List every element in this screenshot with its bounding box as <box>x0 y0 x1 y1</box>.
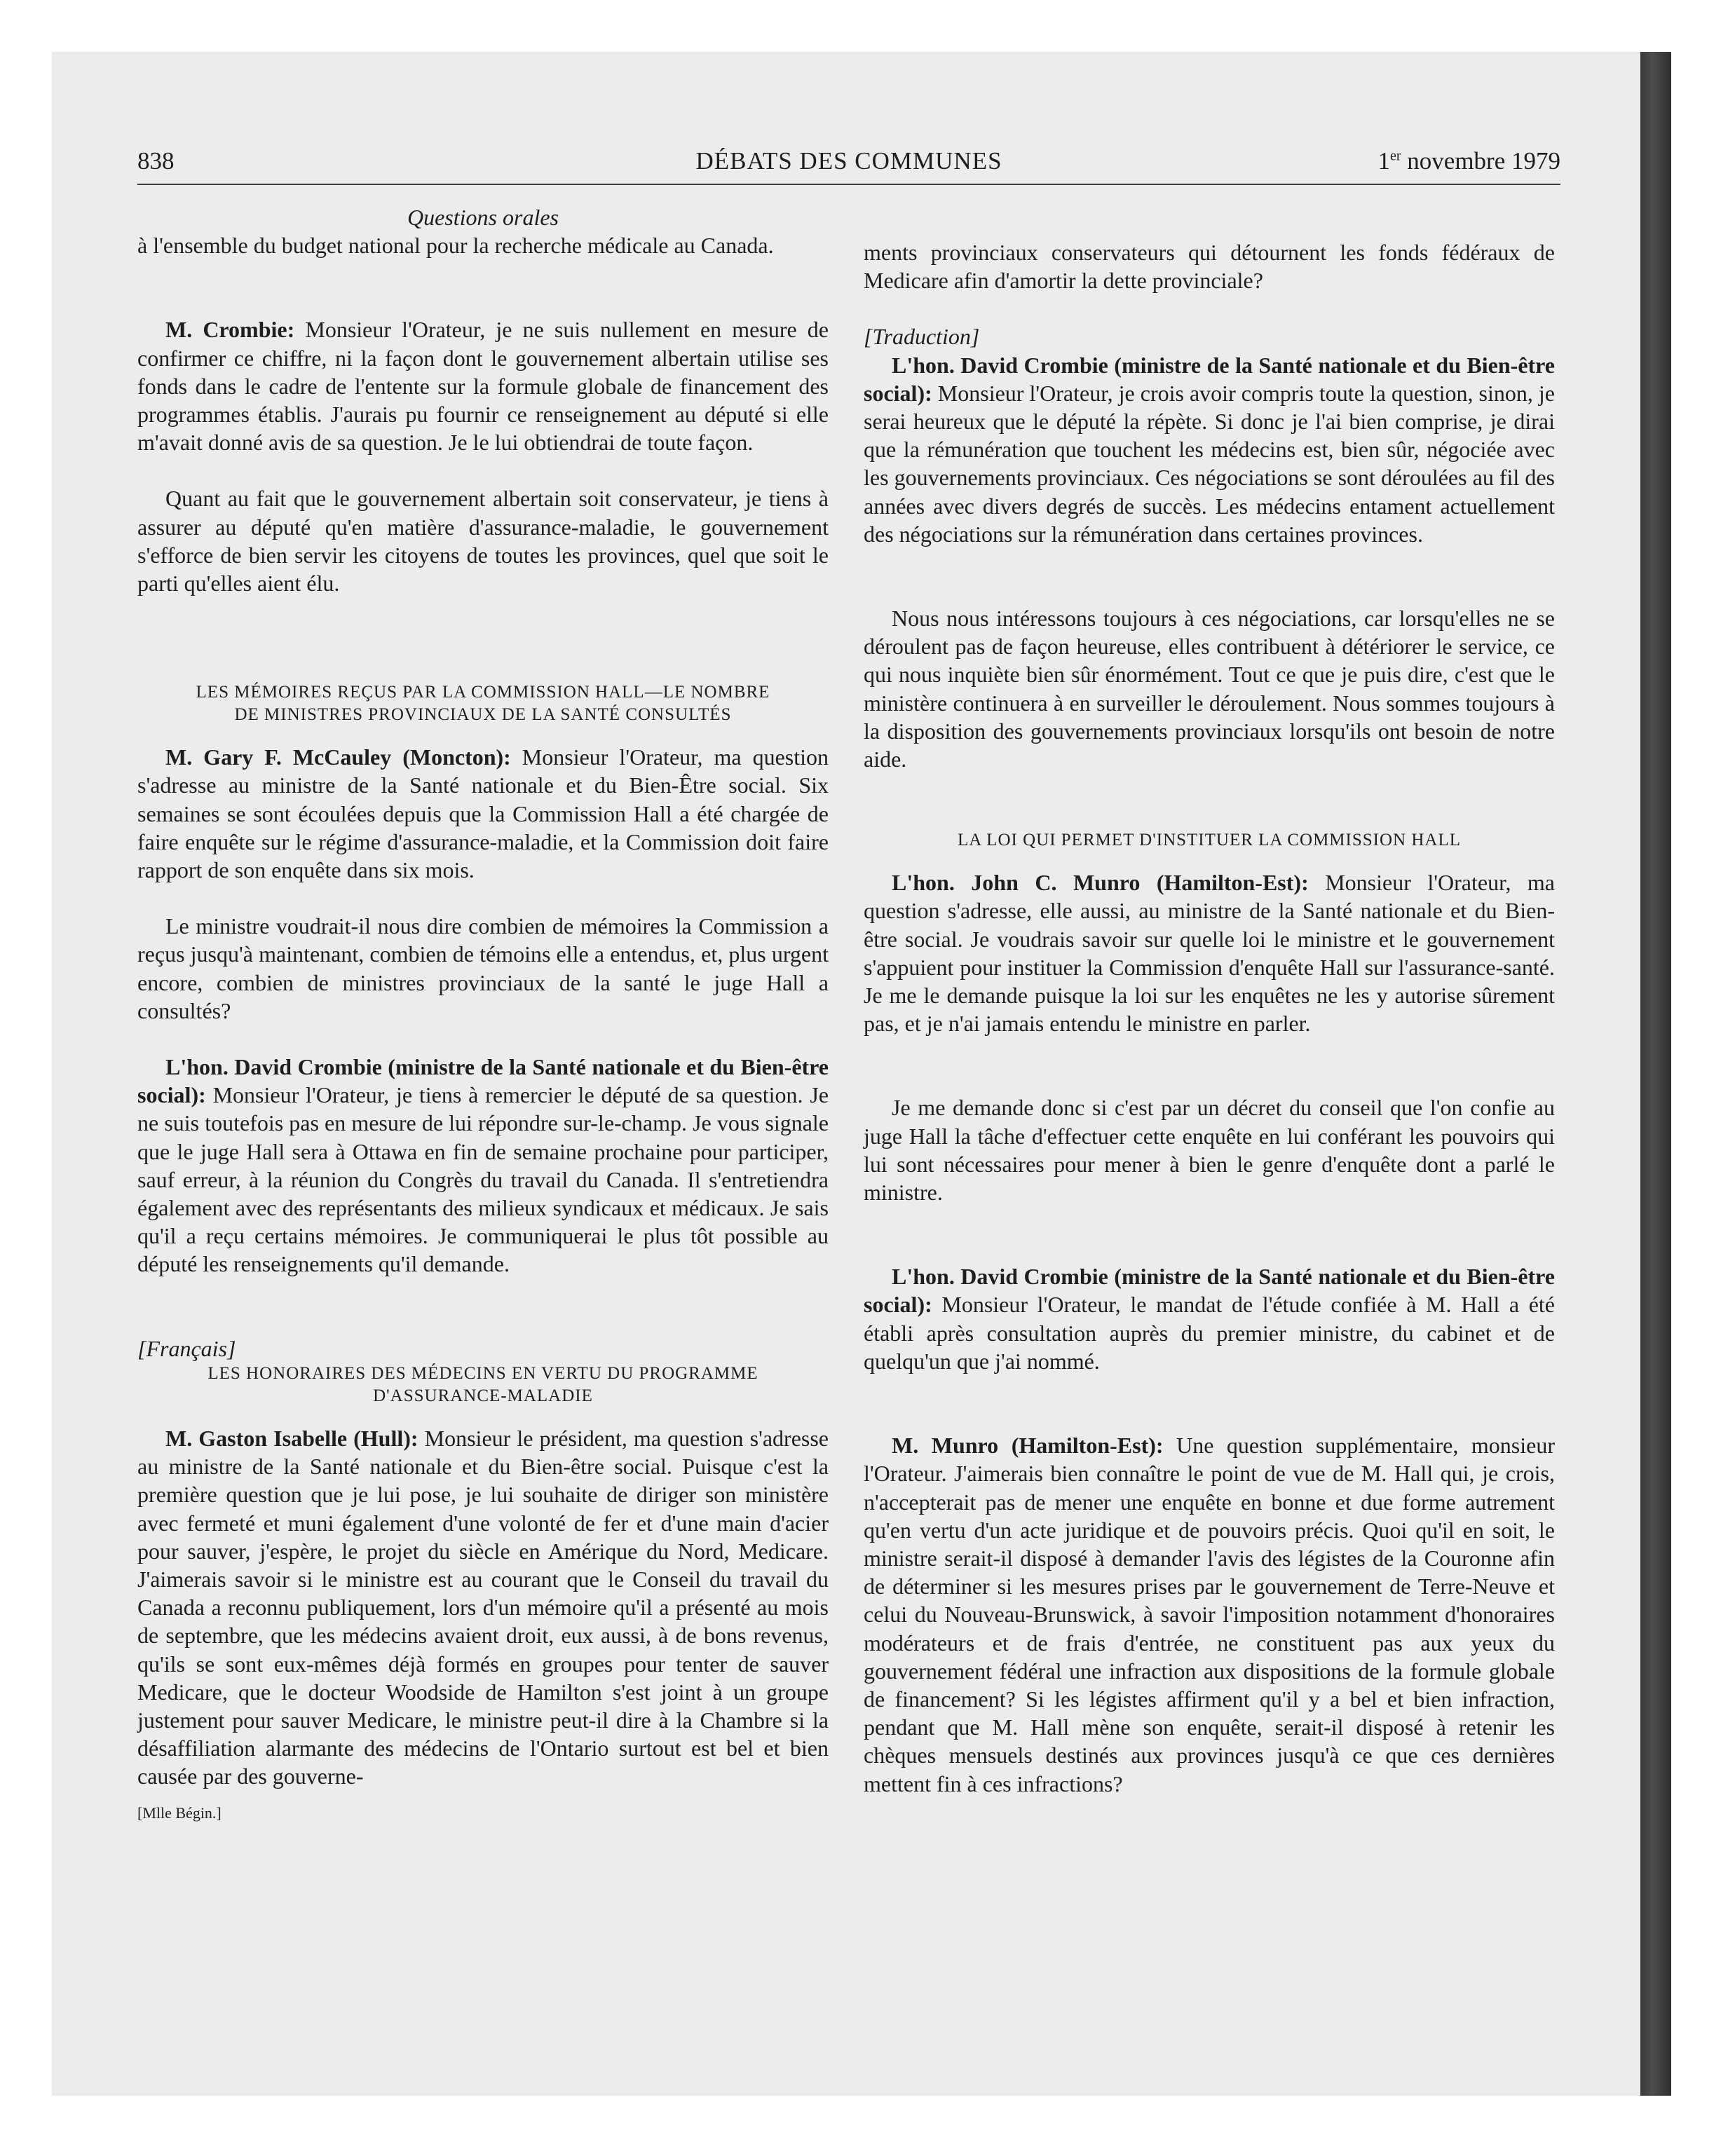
speaker-name: L'hon. David Crombie (ministre de la Santé nationale et du Bien-être social): <box>137 1054 829 1108</box>
paragraph: L'hon. David Crombie (ministre de la Santé nationale et du Bien-être social): Monsieur l'Orateur, je crois avoir compris toute la question, sinon, je serai heureux que le député la répète. Si donc je l'ai bien comprise, je dirai que la rémunération que touchent les médecins est, bien sûr, négociée avec les gouvernements provinciaux. Ces négociations se sont déroulées au fil des années avec divers degrés de succès. Les médecins entament actuellement des négociations sur la rémunération dans certaines provinces. <box>864 352 1555 547</box>
section-heading: LES HONORAIRES DES MÉDECINS EN VERTU DU PROGRAMME D'ASSURANCE-MALADIE <box>207 1363 758 1405</box>
section-heading: LES MÉMOIRES REÇUS PAR LA COMMISSION HALL—LE NOMBRE DE MINISTRES PROVINCIAUX DE LA SANTÉ CONSULTÉS <box>196 683 770 725</box>
paragraph: M. Gary F. McCauley (Moncton): Monsieur l'Orateur, ma question s'adresse au ministre de la Santé nationale et du Bien-Être social. Six semaines se sont écoulées depuis que la Commission Hall a été chargée de faire enquête sur le régime d'assurance-maladie, et la Commission doit faire rapport de son enquête dans six mois. <box>137 744 829 883</box>
page-number: 838 <box>137 147 175 175</box>
paragraph: M. Gaston Isabelle (Hull): Monsieur le président, ma question s'adresse au ministre de la Santé nationale et du Bien-être social. Puisque c'est la première question que je lui pose, je lui souhaite de diriger son ministère avec fermeté et muni également d'une volonté de fer et d'une main d'acier pour sauver, j'espère, le projet du siècle en Amérique du Nord, Medicare. J'aimerais savoir si le ministre est au courant que le Conseil du travail du Canada a reconnu publiquement, lors d'un mémoire qu'il a présenté au mois de septembre, que les médecins avaient droit, eux aussi, à de bons revenus, qu'ils se sont eux-mêmes déjà formés en groupes pour tenter de sauver Medicare, que le docteur Woodside de Hamilton s'est joint à un groupe justement pour sauver Medicare, le ministre peut-il dire à la Chambre si la désaffiliation alarmante des médecins de l'Ontario surtout est bel et bien causée par des gouverne- <box>137 1425 829 1789</box>
paragraph: Je me demande donc si c'est par un décret du conseil que l'on confie au juge Hall la tâche d'effectuer cette enquête en lui conférant les pouvoirs qui lui sont nécessaires pour mener à bien le genre d'enquête dont a parlé le ministre. <box>864 1095 1555 1206</box>
page-header <box>137 147 1560 185</box>
right-column <box>864 238 1555 1798</box>
paragraph: Quant au fait que le gouvernement albertain soit conservateur, je tiens à assurer au député qu'en matière d'assurance-maladie, le gouvernement s'efforce de bien servir les citoyens de toutes les provinces, quel que soit le parti qu'elles aient élu. <box>137 486 829 596</box>
speaker-name: M. Munro (Hamilton-Est): <box>892 1433 1164 1459</box>
paragraph: L'hon. David Crombie (ministre de la Santé nationale et du Bien-être social): Monsieur l'Orateur, je tiens à remercier le député de sa question. Je ne suis toutefois pas en mesure de lui répondre sur-le-champ. Je vous signale que le juge Hall sera à Ottawa en fin de semaine prochaine pour participer, sauf erreur, à la réunion du Congrès du travail du Canada. Il s'entretiendra également avec des représentants des milieux syndicaux et médicaux. Je sais qu'il a reçu certains mémoires. Je communiquerai le plus tôt possible au député les renseignements qu'il demande. <box>137 1054 829 1277</box>
paragraph: à l'ensemble du budget national pour la recherche médicale au Canada. <box>137 233 774 259</box>
section-label: Questions orales <box>407 205 559 230</box>
paragraph: M. Munro (Hamilton-Est): Une question supplémentaire, monsieur l'Orateur. J'aimerais bien connaître le point de vue de M. Hall qui, je crois, n'accepterait pas de mener une enquête en bonne et due forme autrement qu'en vertu d'un acte juridique et de pouvoirs précis. Quoi qu'il en soit, le ministre serait-il disposé à demander l'avis des légistes de la Couronne afin de déterminer si les mesures prises par le gouvernement de Terre-Neuve et celui du Nouveau-Brunswick, à savoir l'imposition notamment d'honoraires modérateurs et de frais d'entrée, ne constituent pas aux yeux du gouvernement fédéral une infraction aux dispositions de la formule globale de financement? Si les légistes affirment qu'il y a bel et bien infraction, pendant que M. Hall mène son enquête, serait-il disposé à retenir les chèques mensuels destinés aux provinces jusqu'à ce que ces dernières mettent fin à ces infractions? <box>864 1433 1555 1796</box>
book-spine-edge <box>1640 52 1671 2096</box>
paragraph: Le ministre voudrait-il nous dire combien de mémoires la Commission a reçus jusqu'à maintenant, combien de témoins elle a entendus, et, plus urgent encore, combien de ministres provinciaux de la santé le juge Hall a consultés? <box>137 913 829 1023</box>
speaker-name: M. Gary F. McCauley (Moncton): <box>165 744 511 770</box>
speaker-name: L'hon. David Crombie (ministre de la Santé nationale et du Bien-être social): <box>864 1264 1555 1318</box>
page-date: 1er novembre 1979 <box>1377 147 1560 175</box>
paragraph: ments provinciaux conservateurs qui détournent les fonds fédéraux de Medicare afin d'amortir la dette provinciale? <box>864 240 1555 294</box>
paragraph: L'hon. John C. Munro (Hamilton-Est): Monsieur l'Orateur, ma question s'adresse, elle aussi, au ministre de la Santé nationale et du Bien-être social. Je voudrais savoir sur quelle loi le ministre et le gouvernement s'appuient pour instituer la Commission d'enquête Hall sur l'assurance-santé. Je me le demande puisque la loi sur les enquêtes ne les y autorise sûrement pas, et je n'ai jamais entendu le ministre en parler. <box>864 870 1556 1037</box>
paragraph: Nous nous intéressons toujours à ces négociations, car lorsqu'elles ne se déroulent pas de façon heureuse, elles contribuent à détériorer le service, ce qui nous inquiète bien sûr énormément. Tout ce que je puis dire, c'est que le ministère continuera à en surveiller le déroulement. Nous sommes toujours à la disposition des gouvernements provinciaux lorsqu'ils ont besoin de notre aide. <box>864 606 1555 772</box>
language-tag: [Traduction] <box>864 324 980 350</box>
footnote: [Mlle Bégin.] <box>137 1803 222 1822</box>
publication-title: DÉBATS DES COMMUNES <box>695 147 1002 175</box>
speaker-name: L'hon. David Crombie (ministre de la Santé nationale et du Bien-être social): <box>864 352 1555 406</box>
speaker-name: M. Gaston Isabelle (Hull): <box>165 1425 419 1451</box>
paragraph: M. Crombie: Monsieur l'Orateur, je ne suis nullement en mesure de confirmer ce chiffre, ni la façon dont le gouvernement albertain utilise ses fonds dans le cadre de l'entente sur la formule globale de financement des programmes établis. J'aurais pu fournir ce renseignement au député si elle m'avait donné avis de sa question. Je le lui obtiendrai de toute façon. <box>137 317 829 456</box>
speaker-name: M. Crombie: <box>165 317 295 343</box>
paragraph: L'hon. David Crombie (ministre de la Santé nationale et du Bien-être social): Monsieur l'Orateur, le mandat de l'étude confiée à M. Hall a été établi après consultation auprès du premier ministre, du cabinet et de quelqu'un que j'ai nommé. <box>864 1264 1555 1374</box>
left-column <box>137 203 829 1827</box>
language-tag: [Français] <box>137 1335 236 1361</box>
speaker-name: L'hon. John C. Munro (Hamilton-Est): <box>892 870 1309 896</box>
section-heading: LA LOI QUI PERMET D'INSTITUER LA COMMISSION HALL <box>957 831 1461 850</box>
